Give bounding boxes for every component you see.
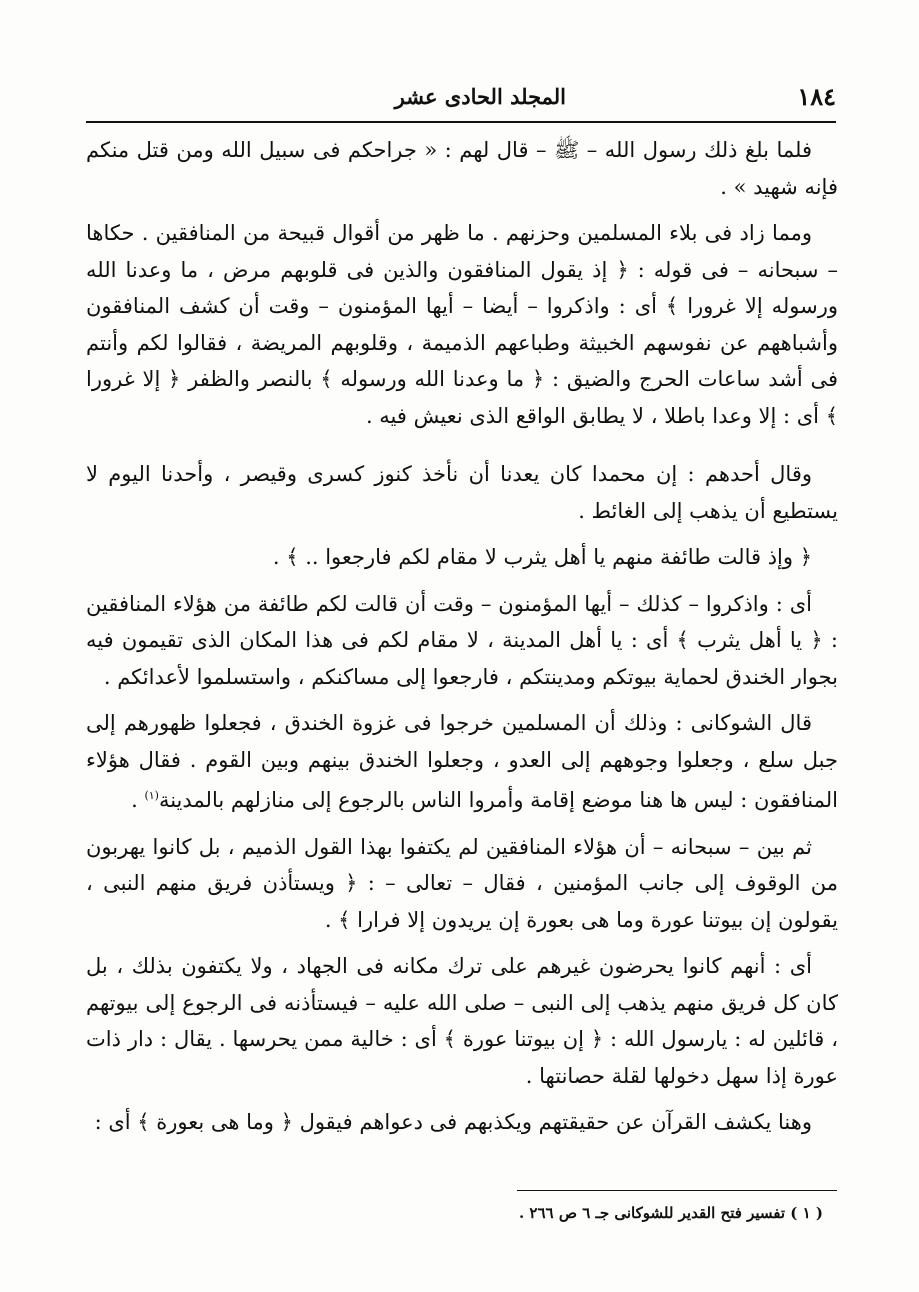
footnote-divider (517, 1190, 837, 1191)
paragraph-text: قال الشوكانى : وذلك أن المسلمين خرجوا فى غزوة الخندق ، فجعلوا ظهورهم إلى جبل سلع ، وجعلوا وجوههم إلى العدو ، وجعلوا الخندق بينهم وبين القوم . فقال هؤلاء المنافقون : ليس ها هنا موضع إقامة وأمروا الناس بالرجوع إلى منازلهم بالمدينة (86, 711, 838, 812)
page-number: ١٨٤ (797, 82, 836, 111)
paragraph: وهنا يكشف القرآن عن حقيقتهم ويكذبهم فى دعواهم فيقول ﴿ وما هى بعورة ﴾ أى : (94, 1110, 812, 1134)
quran-verse: ﴿ وإذ قالت طائفة منهم يا أهل يثرب لا مقام لكم فارجعوا .. ﴾ . (272, 545, 812, 569)
footnote: ( ١ ) تفسير فتح القدير للشوكانى جـ ٦ ص ٢٦٦ . (518, 1204, 823, 1222)
paragraph: وقال أحدهم : إن محمدا كان يعدنا أن نأخذ كنوز كسرى وقيصر ، وأحدنا اليوم لا يستطيع أن يذهب إلى الغائط . (86, 462, 838, 523)
footnote-marker: (١) (144, 789, 159, 802)
paragraph: ومما زاد فى بلاء المسلمين وحزنهم . ما ظهر من أقوال قبيحة من المنافقين . حكاها – سبحانه – فى قوله : ﴿ إذ يقول المنافقون والذين فى قلوبهم مرض ، ما وعدنا الله ورسوله إلا غرورا ﴾ أى : واذكروا – أيضا – أيها المؤمنون – وقت أن كشف المنافقون وأشباههم عن نفوسهم الخبيثة وطباعهم الذميمة ، وقلوبهم المريضة ، فقالوا لكم وأنتم فى أشد ساعات الحرج والضيق : ﴿ ما وعدنا الله ورسوله ﴾ بالنصر والظفر ﴿ إلا غرورا ﴾ أى : إلا وعدا باطلا ، لا يطابق الواقع الذى نعيش فيه . (86, 221, 838, 428)
paragraph: فلما بلغ ذلك رسول الله – ﷺ – قال لهم : « جراحكم فى سبيل الله ومن قتل منكم فإنه شهيد » . (86, 138, 838, 199)
paragraph: أى : أنهم كانوا يحرضون غيرهم على ترك مكانه فى الجهاد ، ولا يكتفون بذلك ، بل كان كل فريق منهم يذهب إلى النبى – صلى الله عليه – فيستأذنه فى الرجوع إلى بيوتهم ، قائلين له : يارسول الله : ﴿ إن بيوتنا عورة ﴾ أى : خالية ممن يحرسها . يقال : دار ذات عورة إذا سهل دخولها لقلة حصانتها . (86, 954, 838, 1088)
paragraph: أى : واذكروا – كذلك – أيها المؤمنون – وقت أن قالت لكم طائفة من هؤلاء المنافقين : ﴿ يا أهل يثرب ﴾ أى : يا أهل المدينة ، لا مقام لكم فى هذا المكان الذى تقيمون فيه بجوار الخندق لحماية بيوتكم ومدينتكم ، فارجعوا إلى مساكنكم ، واستسلموا لأعدائكم . (86, 591, 838, 689)
header-divider (86, 121, 836, 123)
page-header (88, 76, 836, 116)
body-text (86, 132, 838, 1151)
paragraph: قال الشوكانى : وذلك أن المسلمين خرجوا فى غزوة الخندق ، فجعلوا ظهورهم إلى جبل سلع ، وجعلوا وجوههم إلى العدو ، وجعلوا الخندق بينهم وبين القوم . فقال هؤلاء المنافقون : ليس ها هنا موضع إقامة وأمروا الناس بالرجوع إلى منازلهم بالمدينة$^{(١)}$ . (86, 711, 838, 812)
paragraph: ثم بين – سبحانه – أن هؤلاء المنافقين لم يكتفوا بهذا القول الذميم ، بل كانوا يهربون من الوقوف إلى جانب المؤمنين ، فقال – تعالى – : ﴿ ويستأذن فريق منهم النبى ، يقولون إن بيوتنا عورة وما هى بعورة إن يريدون إلا فرارا ﴾ . (86, 834, 838, 932)
running-title: المجلد الحادى عشر (394, 84, 566, 109)
